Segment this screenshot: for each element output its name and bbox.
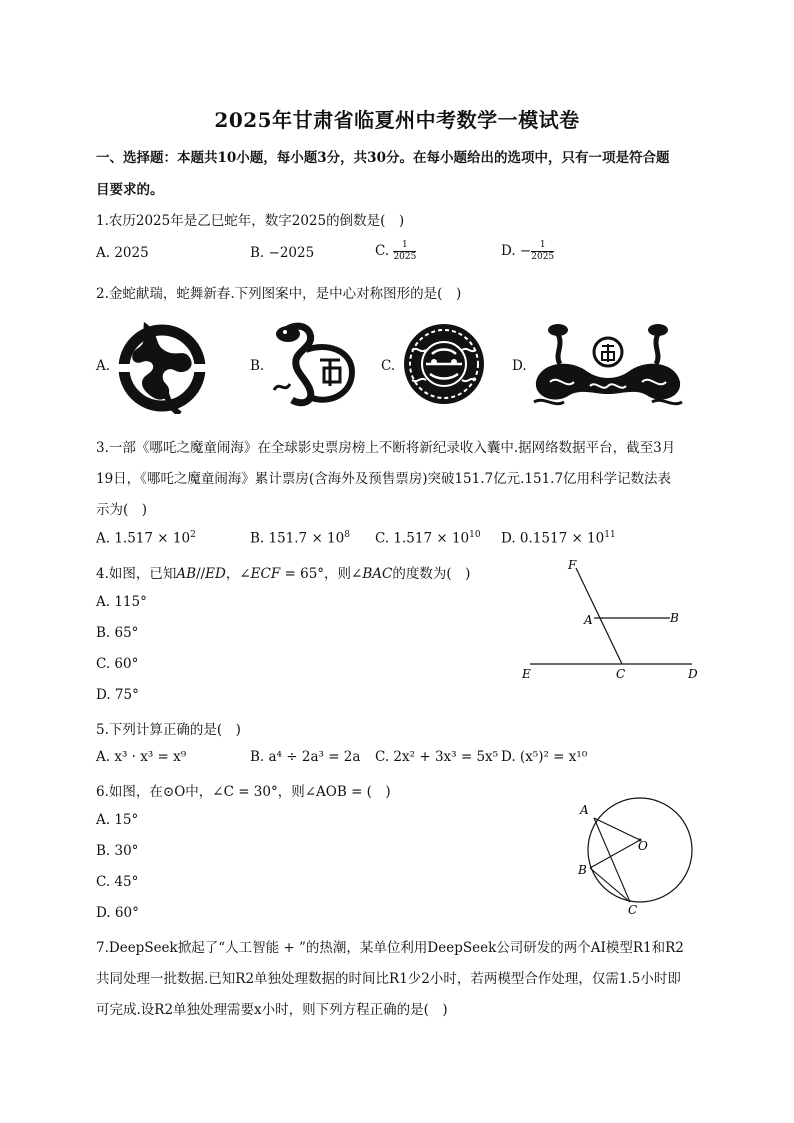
q4-stem-ab: AB [176, 566, 197, 582]
q6-option-b: B. 30° [96, 843, 139, 859]
q1-option-d [501, 240, 554, 263]
q1-option-d-prefix: D. − [501, 243, 532, 259]
q1-option-b: B. −2025 [250, 245, 315, 261]
frac-numerator: 1 [531, 240, 554, 252]
q2-stem: 2.金蛇献瑞，蛇舞新春.下列图案中，是中心对称图形的是( ) [96, 286, 462, 302]
label-a: A [584, 613, 593, 627]
q1-stem: 1.农历2025年是乙巳蛇年，数字2025的倒数是( ) [96, 213, 405, 229]
q3-option-c [375, 530, 481, 547]
q3-option-a [96, 530, 196, 547]
label-o: O [638, 839, 648, 853]
q3-option-b [250, 530, 350, 547]
label-b: B [670, 611, 679, 625]
q2-option-d: D. [512, 358, 527, 374]
snake-circle-pattern-a-icon [114, 318, 210, 414]
q5-option-c: C. 2x² + 3x³ = 5x⁵ [375, 749, 499, 765]
q6-option-c: C. 45° [96, 874, 139, 890]
q4-option-b: B. 65° [96, 625, 139, 641]
section-heading-line1: 一、选择题：本题共10小题，每小题3分，共30分。在每小题给出的选项中，只有一项是符合题 [96, 150, 670, 166]
q4-stem-part: 的度数为( ) [392, 566, 471, 582]
q3-option-b-exp: 8 [344, 530, 350, 540]
q4-option-d: D. 75° [96, 687, 139, 703]
frac-denominator: 2025 [393, 252, 417, 262]
q3-line3: 示为( ) [96, 502, 148, 518]
q4-stem [96, 562, 470, 582]
label-f: F [568, 558, 577, 572]
q3-line1: 3.一部《哪吒之魔童闹海》在全球影史票房榜上不断将新纪录收入囊中.据网络数据平台，截至3月 [96, 440, 676, 456]
q1-option-c-prefix: C. [375, 243, 394, 259]
line-fc [576, 568, 622, 664]
label-d: D [688, 667, 698, 681]
q3-line2: 19日，《哪吒之魔童闹海》累计票房(含海外及预售票房)突破151.7亿元.151.7亿用科学记数法表 [96, 471, 672, 487]
q2-option-b: B. [250, 358, 265, 374]
exam-title: 2025年甘肃省临夏州中考数学一模试卷 [214, 108, 580, 132]
q3-option-a-exp: 2 [190, 530, 196, 540]
q5-stem: 5.下列计算正确的是( ) [96, 722, 241, 738]
frac-numerator: 1 [393, 240, 416, 252]
q6-circle-figure [572, 796, 702, 916]
q2-option-c: C. [381, 358, 396, 374]
q5-option-a: A. x³ · x³ = x⁹ [96, 749, 187, 765]
q4-parallel-lines-figure [516, 556, 706, 684]
q5-option-d: D. (x⁵)² = x¹⁰ [501, 749, 588, 765]
q4-stem-part: = 65°，则∠ [280, 566, 363, 582]
chord-bc [590, 868, 630, 902]
q4-stem-part: 4.如图，已知 [96, 566, 177, 582]
label-a: A [580, 803, 589, 817]
radius-oa [594, 818, 640, 840]
q4-stem-bac: BAC [362, 566, 393, 582]
q6-option-a: A. 15° [96, 812, 139, 828]
section-heading-line2: 目要求的。 [96, 182, 164, 198]
q1-option-c [375, 240, 416, 263]
q1-option-a: A. 2025 [96, 245, 149, 261]
frac-denominator: 2025 [531, 252, 555, 262]
q7-line3: 可完成.设R2单独处理需要x小时，则下列方程正确的是( ) [96, 1002, 448, 1018]
q4-option-c: C. 60° [96, 656, 139, 672]
q5-option-b: B. a⁴ ÷ 2a³ = 2a [250, 749, 361, 765]
q6-stem: 6.如图，在⊙O中，∠C = 30°，则∠AOB = ( ) [96, 784, 391, 800]
q4-stem-part: ，∠ [225, 566, 251, 582]
q3-option-c-exp: 10 [469, 530, 481, 540]
medallion-pattern-c-icon [396, 320, 492, 408]
q3-option-d-base: D. 0.1517 × 10 [501, 530, 605, 547]
q1-option-c-fraction [393, 240, 416, 263]
q7-line1: 7.DeepSeek掀起了“人工智能 + ”的热潮，某单位利用DeepSeek公司研发的两个AI模型R1和R2 [96, 940, 684, 956]
q3-option-d-exp: 11 [604, 530, 616, 540]
q3-option-a-base: A. 1.517 × 10 [96, 530, 191, 547]
q4-stem-ed: ED [205, 566, 226, 582]
q3-option-d [501, 530, 616, 547]
q4-stem-ecf: ECF [250, 566, 281, 582]
q2-option-a: A. [96, 358, 111, 374]
q6-option-d: D. 60° [96, 905, 139, 921]
q3-option-b-base: B. 151.7 × 10 [250, 530, 345, 547]
snake-fu-pattern-b-icon [266, 320, 362, 408]
chord-ac [594, 818, 630, 902]
radius-ob [590, 840, 640, 868]
label-e: E [522, 667, 531, 681]
label-c: C [628, 903, 638, 916]
q1-option-d-fraction [531, 240, 554, 263]
q4-option-a: A. 115° [96, 594, 147, 610]
label-b: B [578, 863, 587, 877]
q3-option-c-base: C. 1.517 × 10 [375, 530, 470, 547]
label-c: C [616, 667, 626, 681]
twin-snakes-pattern-d-icon [530, 322, 686, 408]
q7-line2: 共同处理一批数据.已知R2单独处理数据的时间比R1少2小时，若两模型合作处理，仅需1.5小时即 [96, 971, 681, 987]
q4-stem-parallel: // [196, 566, 206, 582]
